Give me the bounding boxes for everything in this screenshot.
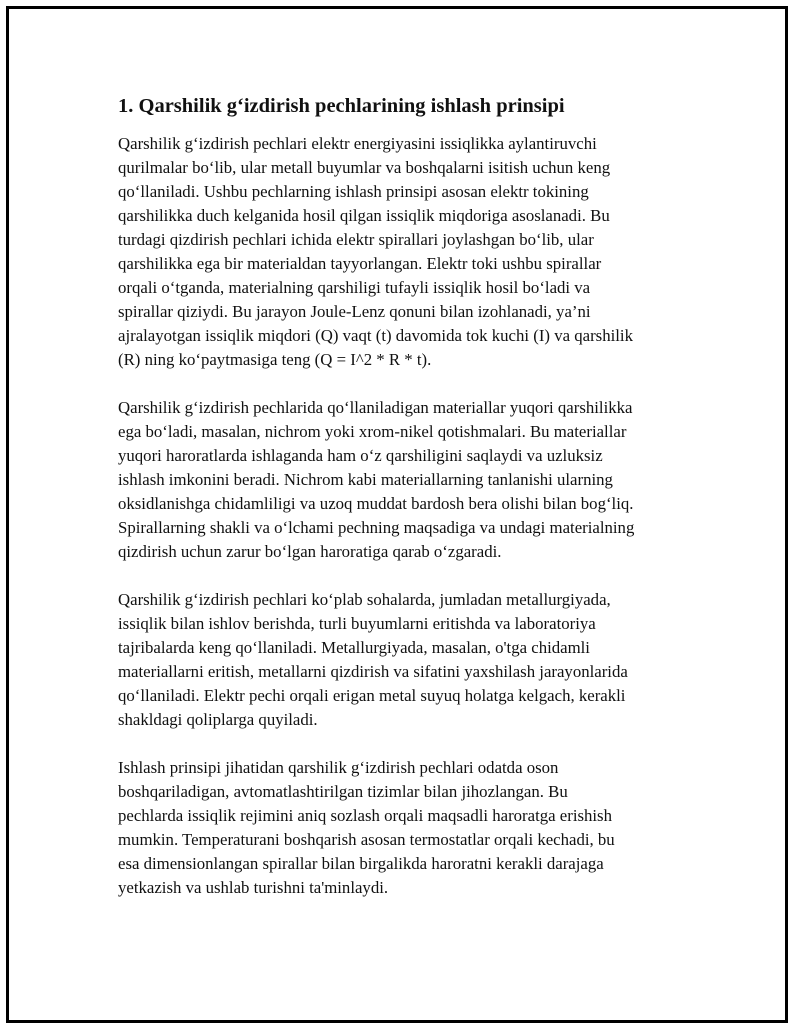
paragraph-1: Qarshilik g‘izdirish pechlari elektr energiyasini issiqlikka aylantiruvchi qurilmalar bo‘lib, ular metall buyumlar va boshqalarni isitish uchun keng qo‘llaniladi. Ushbu pechlarning ishlash prinsipi asosan elektr tokining qarshilikka duch kelganida hosil qilgan issiqlik miqdoriga asoslanadi. Bu turdagi qizdirish pechlari ichida elektr spirallari joylashgan bo‘lib, ular qarshilikka ega bir materialdan tayyorlangan. Elektr toki ushbu spirallar orqali o‘tganda, materialning qarshiligi tufayli issiqlik hosil bo‘ladi va spirallar qiziydi. Bu jarayon Joule-Lenz qonuni bilan izohlanadi, ya’ni ajralayotgan issiqlik miqdori (Q) vaqt (t) davomida tok kuchi (I) va qarshilik (R) ning ko‘paytmasiga teng (Q = I^2 * R * t). — [118, 133, 633, 369]
document-body — [118, 92, 692, 924]
paragraph-4: Ishlash prinsipi jihatidan qarshilik g‘izdirish pechlari odatda oson boshqariladigan, avtomatlashtirilgan tizimlar bilan jihozlangan. Bu pechlarda issiqlik rejimini aniq sozlash orqali maqsadli haroratga erishish mumkin. Temperaturani boshqarish asosan termostatlar orqali kechadi, bu esa dimensionlangan spirallar bilan birgalikda haroratni kerakli darajaga yetkazish va ushlab turishni ta'minlaydi. — [118, 757, 615, 897]
paragraph-3: Qarshilik g‘izdirish pechlari ko‘plab sohalarda, jumladan metallurgiyada, issiqlik bilan ishlov berishda, turli buyumlarni eritishda va laboratoriya tajribalarda keng qo‘llaniladi. Metallurgiyada, masalan, o'tga chidamli materiallarni eritish, metallarni qizdirish va sifatini yaxshilash jarayonlarida qo‘llaniladi. Elektr pechi orqali erigan metal suyuq holatga kelgach, kerakli shakldagi qoliplarga quyiladi. — [118, 589, 628, 729]
section-title: 1. Qarshilik g‘izdirish pechlarining ishlash prinsipi — [118, 95, 565, 117]
paragraph-2: Qarshilik g‘izdirish pechlarida qo‘llaniladigan materiallar yuqori qarshilikka ega bo‘ladi, masalan, nichrom yoki xrom-nikel qotishmalari. Bu materiallar yuqori haroratlarda ishlaganda ham o‘z qarshiligini saqlaydi va uzluksiz ishlash imkonini beradi. Nichrom kabi materiallarning tanlanishi ularning oksidlanishga chidamliligi va uzoq muddat bardosh bera olishi bilan bog‘liq. Spirallarning shakli va o‘lchami pechning maqsadiga va undagi materialning qizdirish uchun zarur bo‘lgan haroratiga qarab o‘zgaradi. — [118, 397, 635, 561]
